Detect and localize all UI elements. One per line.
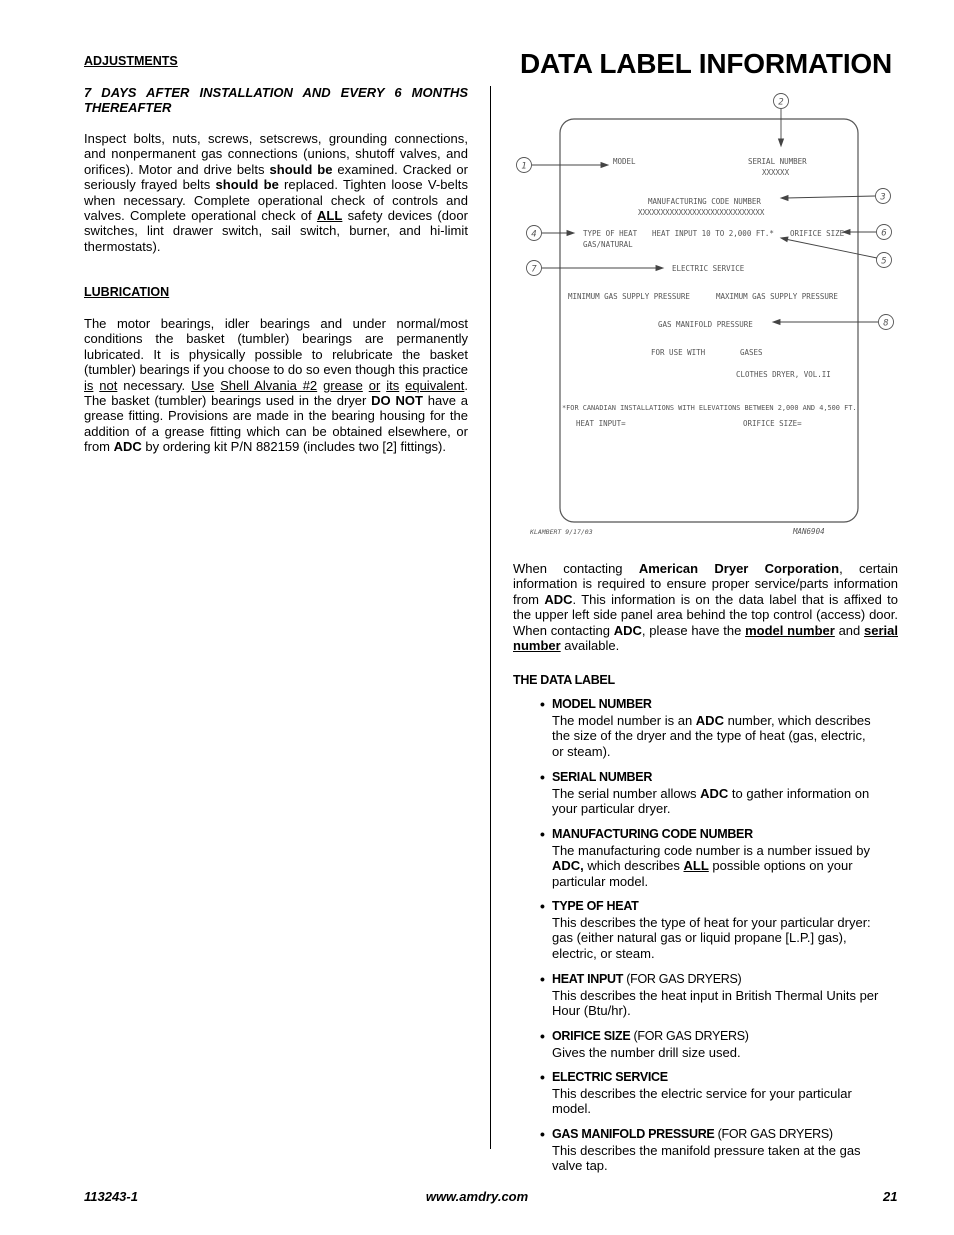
callout-8: 8 [883, 318, 889, 329]
label-mfg-code: MANUFACTURING CODE NUMBER [648, 197, 761, 206]
label-type-of-heat: TYPE OF HEAT [583, 229, 638, 238]
intro-paragraph: When contacting American Dryer Corporation, certain information is required to ensure proper service/parts information from ADC. This information is on the data label that is affixed to the upper left side panel area behind the top control (access) door. When contacting ADC, please have the model number and serial number available. [513, 561, 898, 654]
list-item-model-number: • MODEL NUMBER The model number is an ADC number, which describes the size of the dryer and the type of heat (gas, electric, or steam). [540, 696, 871, 759]
callout-7: 7 [531, 264, 537, 275]
adjustments-paragraph: Inspect bolts, nuts, screws, setscrews, grounding connections, and nonpermanent gas connections (unions, shutoff valves, and orifices). Motor and drive belts should be examined. Cracked or seriously frayed belts should be replaced. Tighten loose V-belts when necessary. Complete operational check of controls and valves. Complete operational check of ALL safety devices (door switches, lint drawer switch, sail switch, burner, and hi-limit thermostats). [84, 131, 469, 254]
label-heat-input-2: HEAT INPUT= [576, 419, 626, 428]
list-item-type-of-heat: • TYPE OF HEAT This describes the type of heat for your particular dryer: gas (either natural gas or liquid propane [L.P.] gas), electric, or steam. [540, 898, 871, 961]
label-orifice-size-2: ORIFICE SIZE= [743, 419, 802, 428]
data-label-heading: THE DATA LABEL [513, 673, 615, 687]
label-serial-number: SERIAL NUMBER [748, 157, 807, 166]
label-orifice-size: ORIFICE SIZE [790, 229, 845, 238]
column-divider [490, 86, 491, 1149]
callout-4: 4 [531, 229, 537, 240]
adjustments-subheading: 7 DAYS AFTER INSTALLATION AND EVERY 6 MONTHS THEREAFTER [84, 85, 468, 115]
label-heat-input: HEAT INPUT 10 TO 2,000 FT.* [652, 229, 774, 238]
adjustments-heading: ADJUSTMENTS [84, 54, 178, 68]
label-min-gas: MINIMUM GAS SUPPLY PRESSURE [568, 292, 690, 301]
footer-website[interactable]: www.amdry.com [425, 1189, 529, 1204]
label-gas-manifold: GAS MANIFOLD PRESSURE [658, 320, 753, 329]
label-serial-x: XXXXXX [762, 168, 790, 177]
list-item-electric-service: • ELECTRIC SERVICE This describes the electric service for your particular model. [540, 1069, 852, 1117]
label-mfg-x: XXXXXXXXXXXXXXXXXXXXXXXXXXXX [638, 208, 765, 217]
label-clothes-dryer: CLOTHES DRYER, VOL.II [736, 370, 831, 379]
callout-3: 3 [880, 192, 886, 203]
footer-page-number: 21 [883, 1189, 898, 1204]
list-item-heat-input: • HEAT INPUT (FOR GAS DRYERS) This describes the heat input in British Thermal Units per Hour (Btu/hr). [540, 971, 879, 1019]
label-man-number: MAN6904 [793, 527, 825, 536]
list-item-orifice-size: • ORIFICE SIZE (FOR GAS DRYERS) Gives the number drill size used. [540, 1028, 749, 1060]
label-canadian: *FOR CANADIAN INSTALLATIONS WITH ELEVATIONS BETWEEN 2,000 AND 4,500 FT. [562, 404, 857, 412]
label-for-use-with: FOR USE WITH [651, 348, 706, 357]
label-gases: GASES [740, 348, 763, 357]
callout-5: 5 [881, 256, 887, 267]
list-item-serial-number: • SERIAL NUMBER The serial number allows ADC to gather information on your particular dryer. [540, 769, 870, 817]
callout-2: 2 [778, 97, 784, 108]
data-label-diagram [510, 88, 900, 538]
label-max-gas: MAXIMUM GAS SUPPLY PRESSURE [716, 292, 838, 301]
callout-1: 1 [521, 161, 527, 172]
label-model: MODEL [613, 157, 636, 166]
label-electric-service: ELECTRIC SERVICE [672, 264, 745, 273]
lubrication-paragraph: The motor bearings, idler bearings and under normal/most conditions the basket (tumbler) bearings are permanently lubricated. It is physically possible to relubricate the basket (tumbler) bearings if you choose to do so even though this practice is not necessary. Use Shell Alvania #2 grease or its equivalent. The basket (tumbler) bearings used in the dryer DO NOT have a grease fitting. Provisions are made in the bearing housing for the addition of a grease fitting which can be obtained elsewhere, or from ADC by ordering kit P/N 882159 (includes two [2] fittings). [84, 316, 469, 455]
lubrication-heading: LUBRICATION [84, 285, 170, 299]
list-item-gas-manifold-pressure: • GAS MANIFOLD PRESSURE (FOR GAS DRYERS) This describes the manifold pressure taken at the gas valve tap. [540, 1126, 861, 1174]
label-klambert: KLAMBERT 9/17/03 [530, 528, 593, 536]
list-item-manufacturing-code: • MANUFACTURING CODE NUMBER The manufacturing code number is a number issued by ADC, which describes ALL possible options on your particular model. [540, 826, 870, 889]
page-title: DATA LABEL INFORMATION [520, 48, 893, 79]
label-gas-natural: GAS/NATURAL [583, 240, 633, 249]
footer-doc-number: 113243-1 [84, 1189, 138, 1204]
callout-6: 6 [881, 228, 887, 239]
